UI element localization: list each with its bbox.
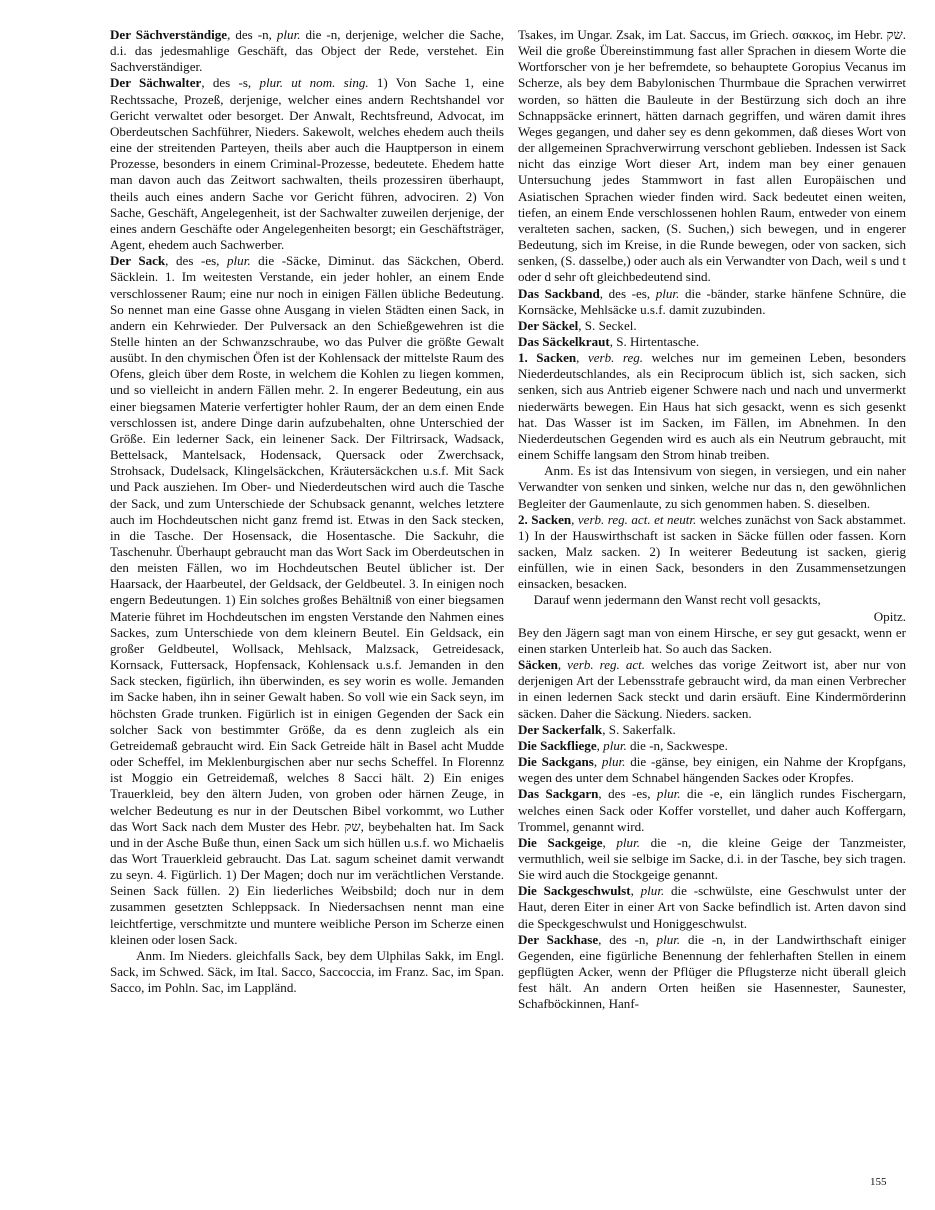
entry-text: Anm. Es ist das Intensivum von siegen, in versiegen, und ein naher Verwandter von senken und sinken, welche nur das n, den gewöhnlichen Begleiter der Gaumenlaute, zu sich genommen haben. S. dieselben. [518, 463, 906, 511]
entry-inflection: , [576, 350, 588, 366]
entry-headword: 1. Sacken [518, 350, 577, 366]
dictionary-entry [518, 286, 906, 318]
entry-text: , S. Hirtentasche. [609, 333, 700, 349]
entry-grammar: verb. reg. act. et neutr. [577, 511, 697, 527]
dictionary-entry [518, 350, 906, 463]
dictionary-entry [518, 27, 906, 286]
entry-text: Tsakes, im Ungar. Zsak, im Lat. Saccus, im Griech. σακκος, im Hebr. שק. Weil die große Übereinstimmung fast aller Sprachen in diesem Worte die Wortforscher von je her befremdete, so behauptete Goropius Vecanus im Scherze, als bey dem Babylonischen Thurmbaue die Sprachen verwirret worden, so hätten die Bauleute in der Bestürzung sich doch an ihre Schnappsäcke erinnert, hätten darnach gegriffen, und wären damit ihres Weges gegangen, und daher sey es denn gekommen, daß dieses Wort von der allgemeinen Sprachverwirrung verschont geblieben. Indessen ist Sack nicht das einzige Wort dieser Art, indem man bey einer genauen Untersuchung jedes Stammwort in fast allen Europäischen und Asiatischen Sprachen wieder finden wird. Sack bedeutet einen weiten, tiefen, an einem Ende verschlossenen hohlen Raum, entweder von einem veralteten sachen, sacken, (S. Suchen,) sich bewegen, und in engerer Bedeutung, sich im Kreise, in die Runde bewegen, oder von sacken, sich senken, (S. dasselbe,) oder auch als ein Verwandter von Dach, weil s und t oder d sehr oft gleichbedeutend sind. [518, 27, 906, 285]
dictionary-entry [518, 883, 906, 931]
page-number: 155 [870, 1176, 887, 1188]
entry-inflection: , [557, 657, 568, 673]
entry-inflection: , [571, 511, 578, 527]
entry-grammar: verb. reg. act. [567, 657, 646, 673]
entry-headword: 2. Sacken [518, 511, 572, 527]
entry-grammar: plur. [655, 285, 680, 301]
entry-headword: Der Säckel [518, 317, 579, 333]
dictionary-entry [518, 657, 906, 722]
entry-headword: Das Sackgarn [518, 786, 599, 802]
entry-text: Bey den Jägern sagt man von einem Hirsche, er sey gut gesackt, wenn er einen starken Unterleib hat. So auch das Sacken. [518, 624, 906, 656]
dictionary-entry [518, 625, 906, 657]
entry-inflection: , des -n, [227, 27, 277, 42]
entry-headword: Die Sackgans [518, 754, 594, 770]
entry-inflection: , des -es, [599, 285, 656, 301]
quotation-source: Opitz. [873, 608, 906, 624]
entry-text: welches das vorige Zeitwort ist, aber nur von derjenigen Art der Lebensstrafe gebraucht wird, da man einen Verbrecher in einen ledernen Sack steckt und darin ersäuft. Eine Kindermörderinn säcken. Daher die Säckung. Nieders. sacken. [518, 657, 906, 721]
entry-inflection: , des -es, [598, 786, 657, 802]
entry-text: die -n, Sackwespe. [626, 737, 728, 753]
entry-grammar: plur. [656, 931, 681, 947]
entry-grammar: plur. [640, 883, 665, 899]
entry-text: Anm. Im Nieders. gleichfalls Sack, bey dem Ulphilas Sakk, im Engl. Sack, im Schwed. Säck, im Ital. Sacco, Saccoccia, im Franz. Sac, im Span. Sacco, im Pohln. Sac, im Lappländ. [110, 947, 504, 996]
entry-headword: Der Sächverständige [110, 27, 228, 42]
entry-headword: Der Sächwalter [110, 75, 202, 91]
entry-inflection: , des -s, [201, 75, 260, 91]
entry-headword: Die Sackfliege [518, 737, 597, 753]
dictionary-entry [518, 318, 906, 334]
entry-text: die -Säcke, Diminut. das Säckchen, Oberd. Säcklein. 1. Im weitesten Verstande, ein jeder hohler, an einem Ende verschlossener Raum; eine nur noch in einigen Fällen übliche Bedeutung. So nennet man eine Gasse ohne Ausgang in vielen Städten einen Sack, in andern ein Kehrwieder. Der Pulversack an den Schießgewehren ist die Stelle hinten an der Schwanzschraube, wo das Pulver die größte Gewalt ausübt. In den chymischen Öfen ist der Kohlensack der mittelste Raum des Ofens, gleich über dem Roste, in welchem die Kohlen zu liegen kommen, und so vielleicht in andern Fällen mehr. 2. In engerer Bedeutung, ein aus einer biegsamen Materie verfertigter hohler Raum, der an dem einen Ende verschlossen ist, andere Dinge darin aufzubehalten, ohne Unterschied der Größe. Ein lederner Sack, ein leinener Sack. Der Filtrirsack, Wadsack, Bettelsack, Mantelsack, Hodensack, Quersack oder Zwerchsack, Strohsack, Dudelsack, Klingelsäckchen, Kräutersäckchen u.s.f. Mit Sack und Pack ausziehen. Im Ober- und Niederdeutschen wird auch die Tasche der Sack, und zum Unterschiede der Schubsack genannt, welches letztere auch im Hochdeutschen nicht ganz fremd ist. Etwas in den Sack stecken, in die Tasche. Der Hosensack, die Hosentasche. Die Sackuhr, die Taschenuhr. Überhaupt gebraucht man das Wort Sack im Oberdeutschen in den meisten Fällen, wo im Hochdeutschen Beutel üblicher ist. Der Haarsack, der Haarbeutel, der Geldsack, der Geldbeutel. 3. In einigen noch engern Bedeutungen. 1) Ein solches großes Behältniß von einer biegsamen Materie führet im Hochdeutschen im engsten Verstande den Nahmen eines Sackes, zum Unterschiede von dem kleinern Beutel. Ein Geldsack, ein großer Geldbeutel, Wollsack, Mehlsack, Malzsack, Getreidesack, Kornsack, Futtersack, Hopfensack, Kohlensack u.s.f. Jemanden in den Sack stecken, figürlich, ihn überwinden, es sey worin es wolle. Jemanden im Sacke haben, ihn in seiner Gewalt haben. So voll wie ein Sack seyn, im höchsten Grade trunken. Figürlich ist in einigen Gegenden der Sack ein solcher Sack von bestimmter Größe, da es denn zugleich als ein Getreidemaß gebraucht wird. Ein Sack Getreide hält in Basel acht Mudde oder Scheffel, im Meklenburgischen aber nur sechs Scheffel. In Florennz ist Moggio ein Getreidemaß, welches 8 Sacci hält. 2) Ein eniges Trauerkleid, bey den ältern Juden, von groben oder härnen Zeuge, in welcher Bedeutung es nur in der Deutschen Bibel vorkommt, wo Luther das Wort Sack nach dem Muster des Hebr. שק, beybehalten hat. Im Sack und in der Asche Buße thun, einen Sack um sich hüllen u.s.f. wo Michaelis das Wort Trauerkleid gebraucht. Das Lat. sagum scheinet damit verwandt zu seyn. 4. Figürlich. 1) Der Magen; doch nur im verächtlichen Verstande. Seinen Sack füllen. 2) Ein liederliches Weibsbild; doch nur in dem zusammen gesetzten Schleppsack. In Niedersachsen nennt man eine leichtfertige, verschmitzte und muntere weibliche Person im Scherze einen kleinen oder losen Sack. [110, 253, 505, 947]
entry-inflection: , [596, 737, 604, 753]
dictionary-entry [110, 75, 504, 253]
entry-inflection: , [602, 834, 617, 850]
dictionary-entry [110, 948, 504, 996]
entry-grammar: plur. [227, 253, 251, 269]
entry-grammar: plur. [603, 737, 627, 753]
entry-text: , S. Sakerfalk. [602, 721, 676, 737]
entry-headword: Das Säckelkraut [518, 333, 610, 349]
dictionary-entry [518, 463, 906, 511]
entry-grammar: plur. [656, 786, 681, 802]
dictionary-entry [518, 738, 906, 754]
entry-grammar: verb. reg. [587, 350, 644, 366]
entry-text: die -e, ein länglich rundes Fischergarn, welches einen Sack oder Koffer vorstellet, und daher auch Koffergarn, Trommel, genannt wird. [518, 786, 906, 834]
entry-text: die -schwülste, eine Geschwulst unter der Haut, deren Eiter in einer Art von Sacke befindlich ist. Arten davon sind die Speckgeschwulst und Honiggeschwulst. [518, 883, 906, 931]
dictionary-entry [518, 932, 906, 1013]
entry-text: die -bänder, starke hänfene Schnüre, die Kornsäcke, Mehlsäcke u.s.f. damit zuzubinden. [518, 285, 906, 317]
entry-text: welches zunächst von Sack abstammet. 1) In der Hauswirthschaft ist sacken in Säcke füllen oder fassen. Korn sacken, Malz sacken. 2) In weiterer Bedeutung ist sacken, gierig einfüllen, wie in einen Sack, besonders in den Zusammensetzungen einsacken, besacken. [518, 511, 907, 592]
dictionary-entry [110, 27, 504, 75]
entry-grammar: plur. [601, 754, 626, 770]
dictionary-entry [110, 253, 504, 948]
dictionary-entry [518, 334, 906, 350]
entry-headword: Die Sackgeschwulst [518, 883, 631, 899]
right-column [518, 27, 906, 1013]
entry-headword: Säcken [518, 657, 558, 673]
dictionary-entry [518, 722, 906, 738]
entry-inflection: , [630, 883, 641, 899]
entry-text: die -n, die kleine Geige der Tanzmeister, vermuthlich, weil sie selbige im Sacke, d.i. in der Tasche, bey sich tragen. Sie wird auch die Stockgeige genannt. [518, 834, 906, 883]
entry-headword: Der Sackerfalk [518, 721, 603, 737]
entry-headword: Der Sackhase [518, 931, 599, 947]
entry-text: 1) Von Sache 1, eine Rechtssache, Prozeß, derjenige, welcher eines andern Rechtshandel vor Gericht verwaltet oder besorget. Der Anwalt, Rechtsfreund, Advocat, im Oberdeutschen Sachführer, Nieders. Sakewolt, welches ehedem auch theils eine der streitenden Parteyen, theils aber auch die Hauptperson in einem Prozesse, besonders in einem Criminal-Prozesse, bedeutete. Ehedem hatte man davon auch das Zeitwort sachwalten, theils prozessiren überhaupt, theils auch eines andern Sache vor Gericht führen, advociren. 2) Von Sache, Geschäft, Angelegenheit, ist der Sachwalter zuweilen derjenige, der eines andern Geschäfte oder Angelegenheiten besorgt; ein Geschäftsträger, Agent, ehedem auch Sachwerber. [110, 75, 504, 253]
entry-grammar: plur. [276, 27, 301, 42]
entry-headword: Der Sack [110, 253, 166, 269]
entry-text: die -gänse, bey einigen, ein Nahme der Kropfgans, wegen des unter dem Schnabel hängenden Sackes oder Kropfes. [518, 754, 906, 786]
entry-headword: Das Sackband [518, 285, 600, 301]
entry-text: die -n, in der Landwirthschaft einiger Gegenden, eine figürliche Benennung der fehlerhaften Stellen in einem gepflügten Acker, wenn der Pflüger die Pflugsterze nicht überall gleich fest hält. An andern Orten heißen sie Hasennester, Saunester, Schafböckinnen, Hanf- [518, 931, 906, 1012]
dictionary-entry [518, 754, 906, 786]
entry-text: welches nur im gemeinen Leben, besonders Niederdeutschlandes, als ein Reciprocum üblich ist, sich sacken, sich senken, sich aus Antrieb eigener Schwere nach und nach und unvermerkt niederwärts bewegen. Ein Haus hat sich gesackt, wenn es sich gesenkt hat. Das Wasser ist im Sacken, im Fällen, im Abnehmen. In den Niederdeutschen Gegenden wird es auch als ein Neutrum gebraucht, mit einem Schiffe langsam den Strom hinab treiben. [518, 350, 907, 463]
entry-headword: Die Sackgeige [518, 834, 603, 850]
entry-inflection: , [593, 754, 602, 770]
entry-grammar: plur. [616, 834, 640, 850]
dictionary-entry [518, 786, 906, 834]
entry-inflection: , des -es, [165, 253, 228, 269]
entry-inflection: , des -n, [598, 931, 657, 947]
entry-grammar: plur. ut nom. sing. [259, 75, 369, 91]
dictionary-entry [518, 512, 906, 593]
dictionary-entry [518, 835, 906, 883]
quotation: Darauf wenn jedermann den Wanst recht voll gesackts, [533, 592, 821, 608]
entry-text: die -n, derjenige, welcher die Sache, d.i. das jedesmahlige Geschäft, das Object der Rede, verstehet. Ein Sachverständiger. [110, 27, 504, 75]
entry-text: , S. Seckel. [578, 317, 637, 333]
left-column [110, 27, 504, 996]
